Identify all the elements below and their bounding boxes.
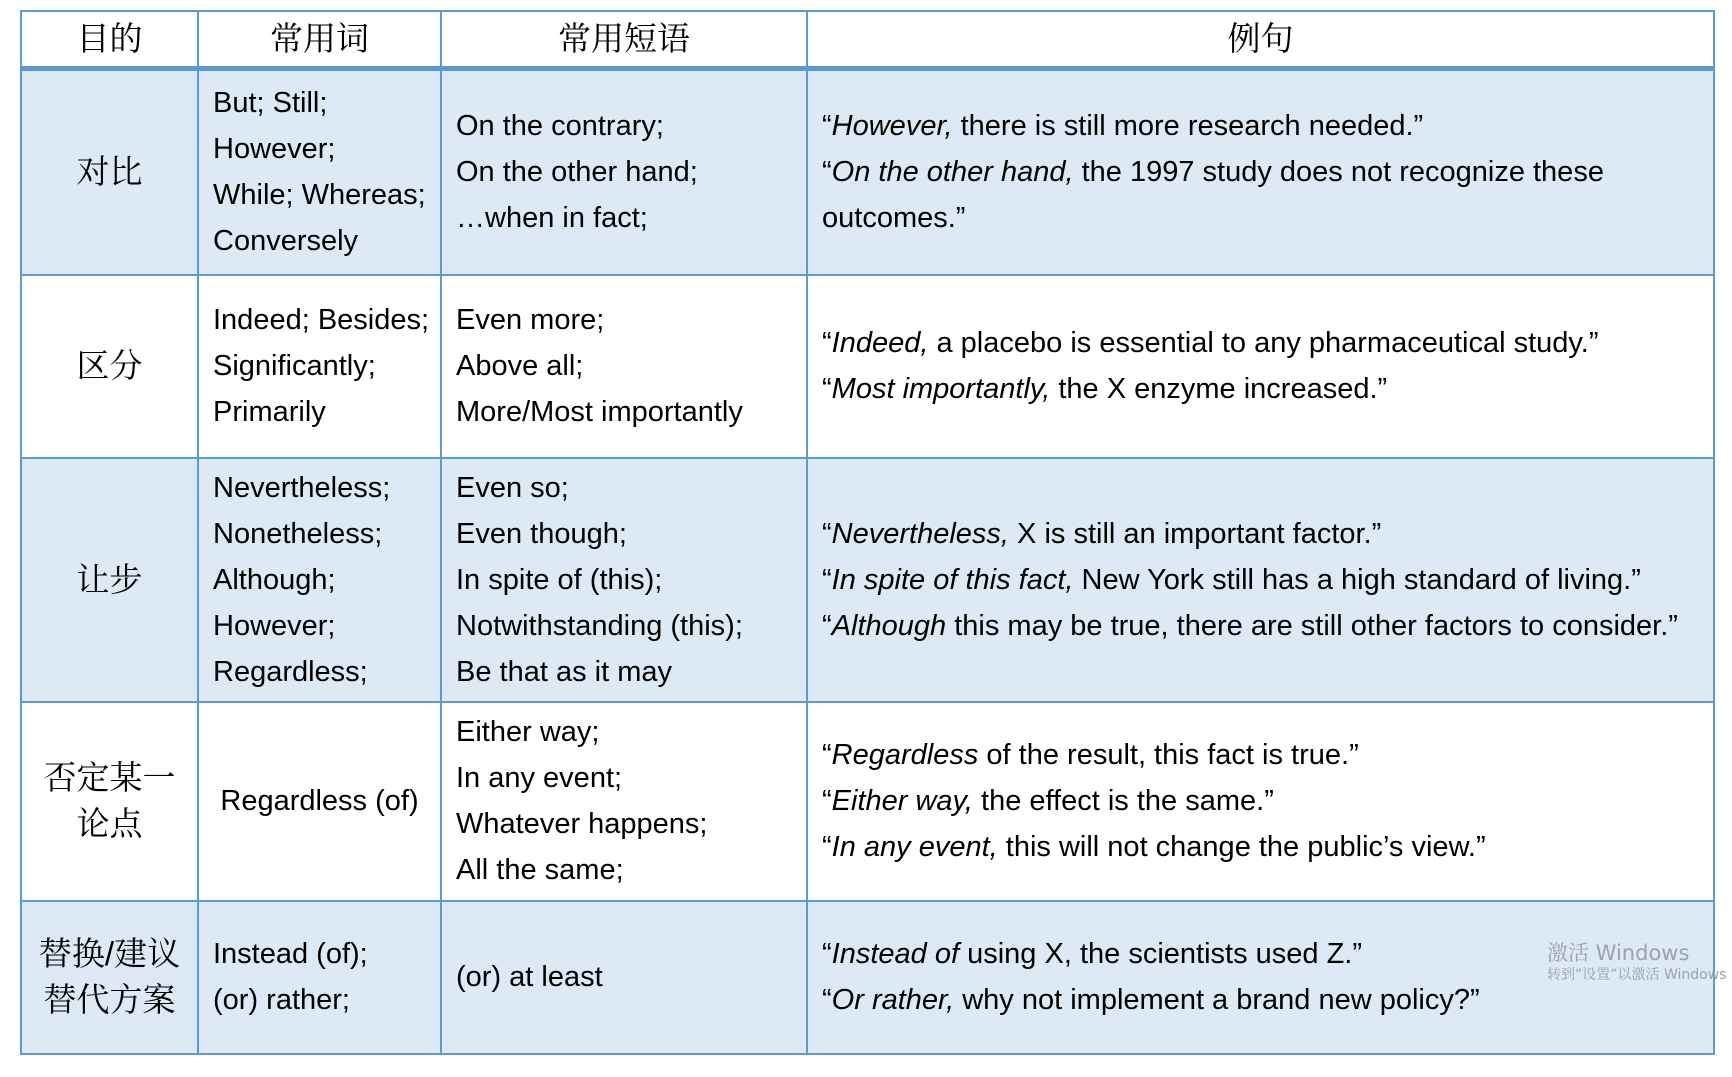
example-sentences-cell (807, 69, 1714, 275)
example-sentence (822, 732, 1699, 778)
purpose-cell (21, 458, 198, 702)
example-sentence (822, 511, 1699, 557)
common-phrase: Above all; (456, 350, 584, 382)
italic-lead: Most importantly, (831, 373, 1051, 405)
italic-lead: Regardless (831, 739, 979, 771)
open-quote: “ (822, 938, 832, 970)
windows-activation-watermark (1547, 940, 1732, 984)
common-phrase: Notwithstanding (this); (456, 609, 743, 642)
sentence-rest: X is still an important factor.” (1008, 517, 1382, 550)
example-sentence (822, 778, 1699, 824)
example-sentence (822, 103, 1699, 149)
purpose-text: 替代方案 (43, 981, 176, 1018)
open-quote: “ (822, 110, 832, 143)
common-words-cell (198, 901, 441, 1054)
header-example-sentences: 例句 (807, 11, 1714, 69)
common-word: Nevertheless; (213, 471, 391, 504)
phrase-table (20, 10, 1715, 1055)
open-quote: “ (822, 563, 832, 596)
watermark-title: 激活 Windows (1547, 941, 1690, 965)
sentence-rest: using X, the scientists used Z.” (959, 938, 1363, 970)
open-quote: “ (822, 373, 832, 405)
table-header-row (21, 11, 1714, 69)
example-sentence (822, 557, 1699, 603)
purpose-cell (21, 702, 198, 901)
table-row (21, 458, 1714, 702)
example-sentence (822, 149, 1699, 241)
open-quote: “ (822, 156, 832, 189)
example-sentences-cell (807, 275, 1714, 458)
sentence-rest: this will not change the public’s view.” (997, 831, 1486, 863)
common-phrase: On the contrary; (456, 110, 664, 143)
example-sentences-cell (807, 458, 1714, 702)
common-phrase: In any event; (456, 762, 623, 794)
purpose-cell (21, 69, 198, 275)
common-phrase: Be that as it may (456, 655, 672, 688)
purpose-text: 对比 (76, 153, 143, 191)
italic-lead: On the other hand, (831, 156, 1074, 189)
common-phrase: In spite of (this); (456, 563, 663, 596)
common-word: Instead (of); (213, 938, 368, 970)
common-phrase: On the other hand; (456, 156, 698, 189)
open-quote: “ (822, 327, 832, 359)
common-words-cell (198, 69, 441, 275)
example-sentence (822, 824, 1699, 870)
common-word: Nonetheless; (213, 517, 383, 550)
header-common-phrases: 常用短语 (441, 11, 807, 69)
common-word: Although; (213, 563, 336, 596)
common-word: Indeed; Besides; (213, 304, 430, 336)
common-word: Significantly; (213, 350, 376, 382)
table-row (21, 275, 1714, 458)
common-word: However; (213, 609, 336, 642)
purpose-text: 让步 (76, 560, 143, 598)
common-word: However; (213, 133, 336, 166)
open-quote: “ (822, 609, 832, 642)
common-words-cell (198, 458, 441, 702)
common-words-cell (198, 702, 441, 901)
table-row (21, 702, 1714, 901)
common-phrase: Even though; (456, 517, 627, 550)
purpose-text: 区分 (76, 347, 143, 384)
common-phrase: Even more; (456, 304, 605, 336)
sentence-rest: New York still has a high standard of living.” (1073, 563, 1641, 596)
purpose-text: 否定某一 (43, 759, 176, 796)
common-word: Conversely (213, 225, 359, 258)
common-phrase: All the same; (456, 854, 624, 886)
italic-lead: Instead of (831, 938, 960, 970)
common-word: Primarily (213, 396, 326, 428)
common-phrases-cell (441, 901, 807, 1054)
italic-lead: Either way, (831, 785, 973, 817)
example-sentences-cell (807, 702, 1714, 901)
italic-lead: Nevertheless, (831, 517, 1009, 550)
header-common-words: 常用词 (198, 11, 441, 69)
open-quote: “ (822, 739, 832, 771)
table-row (21, 901, 1714, 1054)
open-quote: “ (822, 831, 832, 863)
purpose-cell (21, 275, 198, 458)
common-phrases-cell (441, 69, 807, 275)
common-phrase: Even so; (456, 471, 569, 504)
purpose-text: 论点 (76, 805, 143, 842)
common-word: (or) rather; (213, 984, 350, 1016)
common-phrase: Either way; (456, 716, 600, 748)
common-phrase: …when in fact; (456, 202, 648, 235)
purpose-cell (21, 901, 198, 1054)
common-words-cell (198, 275, 441, 458)
italic-lead: Although (831, 609, 947, 642)
sentence-rest: the effect is the same.” (972, 785, 1274, 817)
sentence-rest: why not implement a brand new policy?” (954, 984, 1480, 1016)
open-quote: “ (822, 984, 832, 1016)
example-sentence (822, 366, 1699, 412)
common-word: While; Whereas; (213, 179, 426, 212)
common-word: But; Still; (213, 87, 328, 120)
sentence-rest: this may be true, there are still other factors to consider.” (946, 609, 1678, 642)
header-purpose: 目的 (21, 11, 198, 69)
open-quote: “ (822, 517, 832, 550)
sentence-rest: the X enzyme increased.” (1050, 373, 1388, 405)
common-phrase: (or) at least (456, 961, 603, 993)
italic-lead: However, (831, 110, 953, 143)
sentence-rest: the 1997 study does not recognize these outcomes.” (822, 156, 1613, 235)
common-word: Regardless; (213, 655, 368, 688)
common-phrases-cell (441, 458, 807, 702)
common-word: Regardless (of) (220, 785, 419, 817)
common-phrase: More/Most importantly (456, 396, 743, 428)
example-sentence (822, 320, 1699, 366)
common-phrase: Whatever happens; (456, 808, 708, 840)
common-phrases-cell (441, 702, 807, 901)
open-quote: “ (822, 785, 832, 817)
sentence-rest: of the result, this fact is true.” (978, 739, 1359, 771)
italic-lead: In spite of this fact, (831, 563, 1074, 596)
italic-lead: Or rather, (831, 984, 955, 1016)
purpose-text: 替换/建议 (38, 935, 181, 972)
sentence-rest: a placebo is essential to any pharmaceutical study.” (928, 327, 1599, 359)
italic-lead: In any event, (831, 831, 998, 863)
example-sentence (822, 603, 1699, 649)
sentence-rest: there is still more research needed.” (952, 110, 1424, 143)
table-row (21, 69, 1714, 275)
common-phrases-cell (441, 275, 807, 458)
italic-lead: Indeed, (831, 327, 929, 359)
watermark-subtitle: 转到“设置”以激活 Windows (1547, 967, 1727, 983)
